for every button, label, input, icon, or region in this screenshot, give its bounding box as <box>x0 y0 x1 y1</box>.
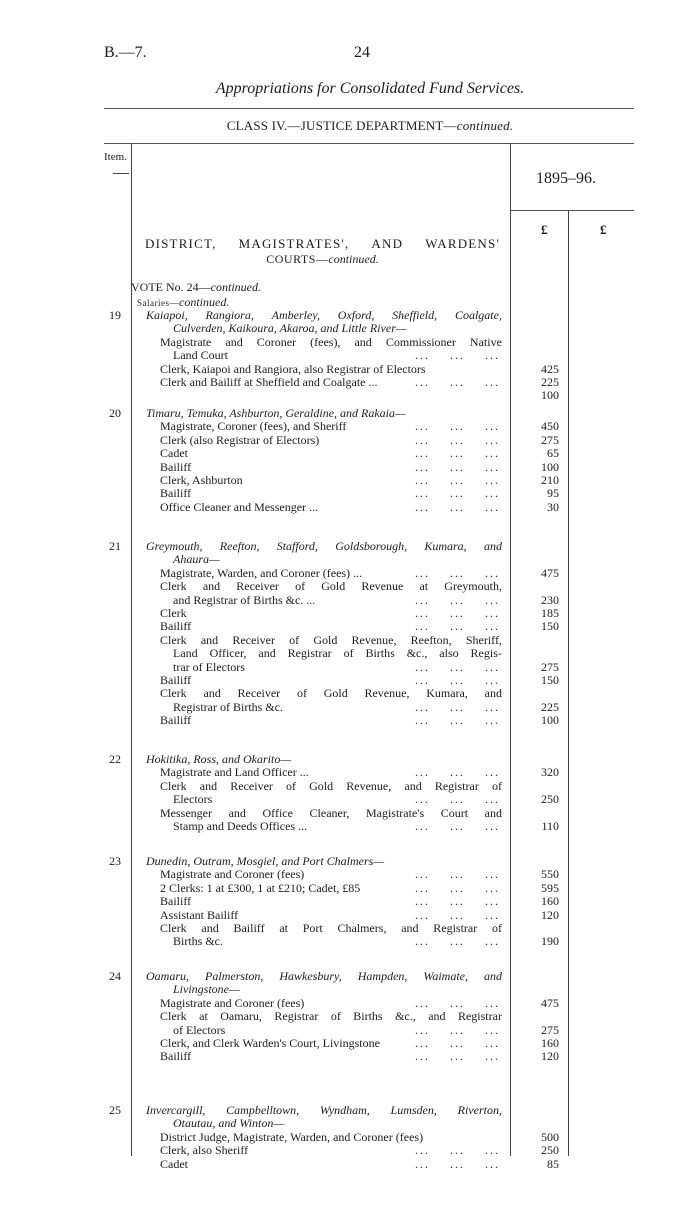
amount-value: 150 <box>541 673 559 687</box>
section-heading-word: DISTRICT, <box>145 236 217 251</box>
line-word: Officer, <box>209 646 247 661</box>
line-word: of <box>491 778 502 793</box>
page-number: 24 <box>354 44 370 61</box>
line-word: &c., <box>395 1009 416 1024</box>
appropriation-line <box>160 336 502 349</box>
section-heading-line2 <box>145 252 500 267</box>
line-word: Gold <box>309 778 334 793</box>
line-word: and <box>200 632 219 647</box>
line-word: and <box>401 921 419 935</box>
line-word: Regis- <box>470 646 502 661</box>
line-word: Gold <box>323 686 348 701</box>
amount-value: 425 <box>541 361 559 376</box>
item-number: 24 <box>109 969 121 983</box>
leader-dots: ... ... ... <box>410 1050 500 1064</box>
appropriation-line: District Judge, Magistrate, Warden, and Coroner (fees) <box>160 1129 424 1144</box>
line-word: Hampden, <box>357 969 408 983</box>
line-text: Magistrate and Coroner (fees) <box>160 867 305 882</box>
line-text: Clerk (also Registrar of Electors) <box>160 432 320 447</box>
salaries-continued: continued. <box>179 295 230 309</box>
appropriation-line <box>160 687 502 700</box>
line-text: Bailiff <box>160 619 192 634</box>
amount-value: 450 <box>541 419 559 434</box>
appropriation-line <box>160 620 502 633</box>
district-heading: Ahaura— <box>173 552 220 567</box>
item-number: 22 <box>109 752 121 766</box>
line-text: trar of Electors <box>173 659 245 674</box>
amount-value: 190 <box>541 934 559 949</box>
amount-value: 320 <box>541 765 559 780</box>
line-text: Electors <box>173 792 213 807</box>
appropriation-line <box>160 895 502 908</box>
line-text: of Electors <box>173 1022 226 1037</box>
appropriation-line <box>173 1024 502 1037</box>
line-word: Riverton, <box>457 1103 502 1117</box>
appropriation-line <box>160 474 502 487</box>
appropriation-line <box>160 634 502 647</box>
appropriation-line <box>160 909 502 922</box>
line-word: Kaiapoi, <box>146 308 188 322</box>
line-text: Office Cleaner and Messenger ... <box>160 499 319 514</box>
appropriation-line <box>160 434 502 447</box>
line-word: Greymouth, <box>146 539 203 553</box>
amount-value: 85 <box>547 1156 559 1171</box>
line-word: and <box>201 921 219 935</box>
amount-value: 250 <box>541 792 559 807</box>
line-word: Sheriff, <box>465 632 502 647</box>
line-word: Clerk <box>160 632 187 647</box>
appropriation-line <box>160 501 502 514</box>
section-heading <box>145 236 500 252</box>
line-text: Bailiff <box>160 486 192 501</box>
district-heading: Otautau, and Winton— <box>173 1116 285 1131</box>
amount-value: 225 <box>541 699 559 714</box>
line-text: Clerk, and Clerk Warden's Court, Livingstone <box>160 1036 380 1050</box>
line-text: Bailiff <box>160 894 192 909</box>
district-heading <box>146 970 502 983</box>
line-word: Coroner <box>256 334 297 349</box>
leader-dots: ... ... ... <box>410 908 500 922</box>
line-text: 2 Clerks: 1 at £300, 1 at £210; Cadet, £85 <box>160 880 361 895</box>
line-word: Clerk <box>160 686 187 701</box>
line-word: and <box>484 686 502 701</box>
amount-value: 210 <box>541 473 559 487</box>
table-top-rule <box>104 143 634 144</box>
item-number: 20 <box>109 406 121 420</box>
leader-dots: ... ... ... <box>410 349 500 363</box>
class-heading <box>0 118 700 134</box>
line-text: Births &c. <box>173 934 223 949</box>
amount-value: 550 <box>541 867 559 882</box>
leader-dots: ... ... ... <box>410 935 500 949</box>
line-word: Registrar <box>433 921 478 935</box>
line-word: Births <box>365 646 395 661</box>
item-header-dash <box>113 173 129 174</box>
appropriation-line <box>160 1158 502 1171</box>
line-word: Receiver <box>232 632 275 647</box>
vote-continued: continued. <box>210 280 261 294</box>
appropriation-line <box>160 420 502 433</box>
line-text: Bailiff <box>160 1049 192 1064</box>
line-word: Receiver <box>230 778 273 793</box>
district-heading <box>146 540 502 553</box>
line-word: Kumara, <box>424 539 467 553</box>
line-word: Campbelltown, <box>226 1103 300 1117</box>
line-word: at <box>199 1009 208 1024</box>
title-rule <box>104 108 634 109</box>
page-title: Appropriations for Consolidated Fund Services. <box>215 80 525 97</box>
leader-dots: ... ... ... <box>410 447 500 461</box>
line-text: Magistrate and Coroner (fees) <box>160 995 305 1010</box>
amount-value: 120 <box>541 1049 559 1064</box>
leader-dots: ... ... ... <box>410 700 500 714</box>
line-word: Land <box>173 646 198 661</box>
leader-dots: ... ... ... <box>410 1037 500 1050</box>
line-word: and <box>225 334 243 349</box>
line-word: Palmerston, <box>205 969 264 983</box>
amount-subcolumn-rule <box>568 210 569 1156</box>
leader-dots: ... ... ... <box>410 660 500 674</box>
line-text: Bailiff <box>160 459 192 474</box>
line-word: Commissioner <box>385 334 456 349</box>
amount-value: 500 <box>541 1129 559 1144</box>
section-heading-courts: COURTS— <box>266 252 329 266</box>
line-text: Magistrate, Coroner (fees), and Sheriff <box>160 419 347 434</box>
financial-year: 1895–96. <box>536 170 596 187</box>
line-word: Magistrate's <box>365 805 425 820</box>
line-word: Gold <box>313 632 338 647</box>
line-word: Port <box>302 921 323 935</box>
line-word: Clerk <box>160 1009 187 1024</box>
amount-value: 595 <box>541 880 559 895</box>
amount-value: 150 <box>541 619 559 634</box>
line-word: and <box>484 969 502 983</box>
appropriation-line <box>173 793 502 806</box>
line-word: Coalgate, <box>454 308 502 322</box>
appropriation-line <box>173 594 502 607</box>
amount-value: 30 <box>547 499 559 514</box>
appropriation-line <box>160 607 502 620</box>
amount-value: 230 <box>541 592 559 607</box>
line-word: of <box>289 632 300 647</box>
line-word: Native <box>469 334 502 349</box>
item-number: 21 <box>109 539 121 553</box>
line-text: Cadet <box>160 446 188 461</box>
line-word: Receiver <box>237 686 281 701</box>
vote-number: VOTE No. 24— <box>131 280 211 294</box>
amount-value: 95 <box>547 486 559 501</box>
line-word: Goldsborough, <box>335 539 408 553</box>
appropriation-line <box>160 807 502 820</box>
line-text: Registrar of Births &c. <box>173 699 283 714</box>
line-word: and <box>228 805 246 820</box>
line-word: Stafford, <box>276 539 318 553</box>
line-word: and <box>202 579 221 594</box>
line-word: Oamaru, <box>220 1009 262 1024</box>
line-text: Clerk, also Sheriff <box>160 1143 249 1158</box>
appropriation-line <box>160 766 502 779</box>
item-number: 19 <box>109 308 121 322</box>
line-word: and <box>484 805 502 820</box>
currency-symbol-2: £ <box>600 222 607 237</box>
line-word: Invercargill, <box>146 1103 206 1117</box>
line-word: &c., <box>406 646 428 661</box>
amount-value: 275 <box>541 659 559 674</box>
leader-dots: ... ... ... <box>410 881 500 895</box>
appropriation-line <box>160 1037 502 1050</box>
line-word: Sheffield, <box>392 308 438 322</box>
district-heading: Culverden, Kaikoura, Akaroa, and Little River— <box>173 321 407 336</box>
amount-value: 65 <box>547 446 559 461</box>
amount-value: 100 <box>541 459 559 474</box>
line-word: at <box>279 921 288 935</box>
appropriation-line: Clerk, Kaiapoi and Rangiora, also Registrar of Electors <box>160 361 426 376</box>
amount-value: 100 <box>541 713 559 728</box>
appropriation-line <box>173 820 502 833</box>
appropriation-line <box>160 376 502 389</box>
class-heading-main: CLASS IV.—JUSTICE DEPARTMENT— <box>226 118 457 133</box>
appropriation-line <box>160 1144 502 1157</box>
appropriation-line <box>173 701 502 714</box>
line-word: and <box>199 778 218 793</box>
line-word: Clerk <box>160 921 187 935</box>
appropriation-line <box>160 461 502 474</box>
line-word: Waimate, <box>423 969 468 983</box>
appropriation-line <box>173 935 502 948</box>
line-text: Assistant Bailiff <box>160 907 239 922</box>
document-code: B.—7. <box>104 44 147 61</box>
section-heading-continued: continued. <box>328 252 379 266</box>
section-heading-word: MAGISTRATES', <box>238 236 350 251</box>
line-word: Office <box>262 805 293 820</box>
appropriation-line <box>160 714 502 727</box>
line-word: Clerk <box>160 778 187 793</box>
line-word: Reefton, <box>410 632 452 647</box>
amount-value: 160 <box>541 894 559 909</box>
line-word: Messenger <box>160 805 212 820</box>
line-word: of <box>295 579 306 594</box>
line-word: Amberley, <box>271 308 320 322</box>
line-word: of <box>286 778 297 793</box>
currency-symbol-1: £ <box>541 222 548 237</box>
appropriation-line <box>160 997 502 1010</box>
line-text: Clerk <box>160 606 187 620</box>
leader-dots: ... ... ... <box>410 566 500 580</box>
appropriation-line <box>160 674 502 687</box>
leader-dots: ... ... ... <box>410 474 500 487</box>
line-text: Land Court <box>173 348 228 363</box>
line-word: Kumara, <box>426 686 468 701</box>
line-word: and <box>258 646 276 661</box>
line-word: Registrar <box>434 778 479 793</box>
amount-value: 110 <box>541 819 559 833</box>
appropriation-line <box>160 567 502 580</box>
appropriation-line <box>160 1010 502 1023</box>
line-text: Magistrate, Warden, and Coroner (fees) ... <box>160 565 363 580</box>
leader-dots: ... ... ... <box>410 433 500 447</box>
year-rule <box>510 210 634 211</box>
line-word: Greymouth, <box>444 579 502 594</box>
appropriation-line <box>160 487 502 500</box>
line-word: Hawkesbury, <box>279 969 342 983</box>
line-word: of <box>330 1009 341 1024</box>
line-word: of <box>492 921 502 935</box>
line-text: Stamp and Deeds Offices ... <box>173 819 308 833</box>
salaries-heading: Salaries— <box>137 298 179 308</box>
district-heading: Timaru, Temuka, Ashburton, Geraldine, and Rakaia— <box>146 406 406 420</box>
line-word: Chalmers, <box>337 921 387 935</box>
leader-dots: ... ... ... <box>410 766 500 780</box>
amount-value: 275 <box>541 432 559 447</box>
line-word: Gold <box>321 579 346 594</box>
line-word: Registrar <box>274 1009 319 1024</box>
leader-dots: ... ... ... <box>410 487 500 501</box>
amount-value: 120 <box>541 907 559 922</box>
class-heading-continued: continued. <box>456 118 514 133</box>
appropriation-line <box>160 922 502 935</box>
line-word: and <box>483 539 502 553</box>
appropriation-line <box>160 780 502 793</box>
line-word: and <box>203 686 221 701</box>
section-heading-word: AND <box>371 236 404 251</box>
line-word: and <box>354 334 372 349</box>
item-number: 25 <box>109 1103 121 1117</box>
appropriation-line <box>160 447 502 460</box>
line-word: Rangiora, <box>205 308 254 322</box>
line-word: and <box>404 778 422 793</box>
line-word: Oamaru, <box>146 969 190 983</box>
leader-dots: ... ... ... <box>410 500 500 514</box>
line-word: Reefton, <box>219 539 260 553</box>
section-heading-word: WARDENS' <box>425 236 500 251</box>
amount-value: 475 <box>541 565 559 580</box>
leader-dots: ... ... ... <box>410 793 500 807</box>
line-word: at <box>419 579 429 594</box>
leader-dots: ... ... ... <box>410 607 500 620</box>
line-word: Registrar <box>287 646 332 661</box>
leader-dots: ... ... ... <box>410 868 500 882</box>
vote-label <box>131 280 261 295</box>
district-heading <box>146 1104 502 1117</box>
line-word: Receiver <box>236 579 279 594</box>
amount-value: 475 <box>541 995 559 1010</box>
amount-value: 160 <box>541 1036 559 1050</box>
line-text: Magistrate and Land Officer ... <box>160 765 309 780</box>
appropriation-line <box>173 349 502 362</box>
leader-dots: ... ... ... <box>410 376 500 389</box>
line-word: and <box>428 1009 446 1024</box>
line-word: Revenue <box>361 579 404 594</box>
line-word: Magistrate <box>160 334 212 349</box>
line-word: (fees), <box>310 334 341 349</box>
appropriation-line <box>173 647 502 660</box>
line-word: Cleaner, <box>309 805 350 820</box>
amount-value: 185 <box>541 606 559 620</box>
leader-dots: ... ... ... <box>410 460 500 474</box>
amount-value: 275 <box>541 1022 559 1037</box>
line-word: Births <box>353 1009 383 1024</box>
appropriation-line <box>160 882 502 895</box>
leader-dots: ... ... ... <box>410 620 500 634</box>
line-text: Bailiff <box>160 673 192 687</box>
line-text: Clerk, Ashburton <box>160 473 243 487</box>
line-word: of <box>296 686 307 701</box>
line-word: Revenue, <box>346 778 392 793</box>
leader-dots: ... ... ... <box>410 1144 500 1158</box>
line-text: and Registrar of Births &c. ... <box>173 592 316 607</box>
district-heading: Livingstone— <box>173 982 240 997</box>
leader-dots: ... ... ... <box>410 593 500 607</box>
leader-dots: ... ... ... <box>410 714 500 728</box>
amount-value: 250 <box>541 1143 559 1158</box>
line-word: Revenue, <box>364 686 410 701</box>
district-heading <box>146 309 502 322</box>
leader-dots: ... ... ... <box>410 820 500 833</box>
appropriation-line <box>160 580 502 593</box>
leader-dots: ... ... ... <box>410 895 500 909</box>
line-text: Cadet <box>160 1156 188 1171</box>
line-word: Lumsden, <box>390 1103 437 1117</box>
line-text: Clerk and Bailiff at Sheffield and Coalgate ... <box>160 375 378 389</box>
line-word: Revenue, <box>351 632 397 647</box>
leader-dots: ... ... ... <box>410 674 500 687</box>
line-word: Clerk <box>160 579 187 594</box>
leader-dots: ... ... ... <box>410 1157 500 1171</box>
appropriation-line <box>160 868 502 881</box>
leader-dots: ... ... ... <box>410 996 500 1010</box>
line-word: Wyndham, <box>319 1103 370 1117</box>
leader-dots: ... ... ... <box>410 1023 500 1037</box>
amount-value: 225 <box>541 375 559 389</box>
line-text: Bailiff <box>160 713 192 728</box>
amount-column-rule <box>510 143 511 1156</box>
appropriation-line <box>160 1050 502 1063</box>
line-word: Bailiff <box>233 921 265 935</box>
district-heading: Dunedin, Outram, Mosgiel, and Port Chalmers— <box>146 854 384 868</box>
item-number: 23 <box>109 854 121 868</box>
line-word: Registrar <box>457 1009 502 1024</box>
line-word: also <box>439 646 459 661</box>
appropriation-line <box>173 661 502 674</box>
line-word: of <box>343 646 354 661</box>
item-column-header: Item. <box>104 151 127 163</box>
line-word: Court <box>440 805 469 820</box>
line-word: Oxford, <box>337 308 375 322</box>
leader-dots: ... ... ... <box>410 420 500 434</box>
amount-value: 100 <box>541 388 559 403</box>
district-heading: Hokitika, Ross, and Okarito— <box>146 752 291 766</box>
